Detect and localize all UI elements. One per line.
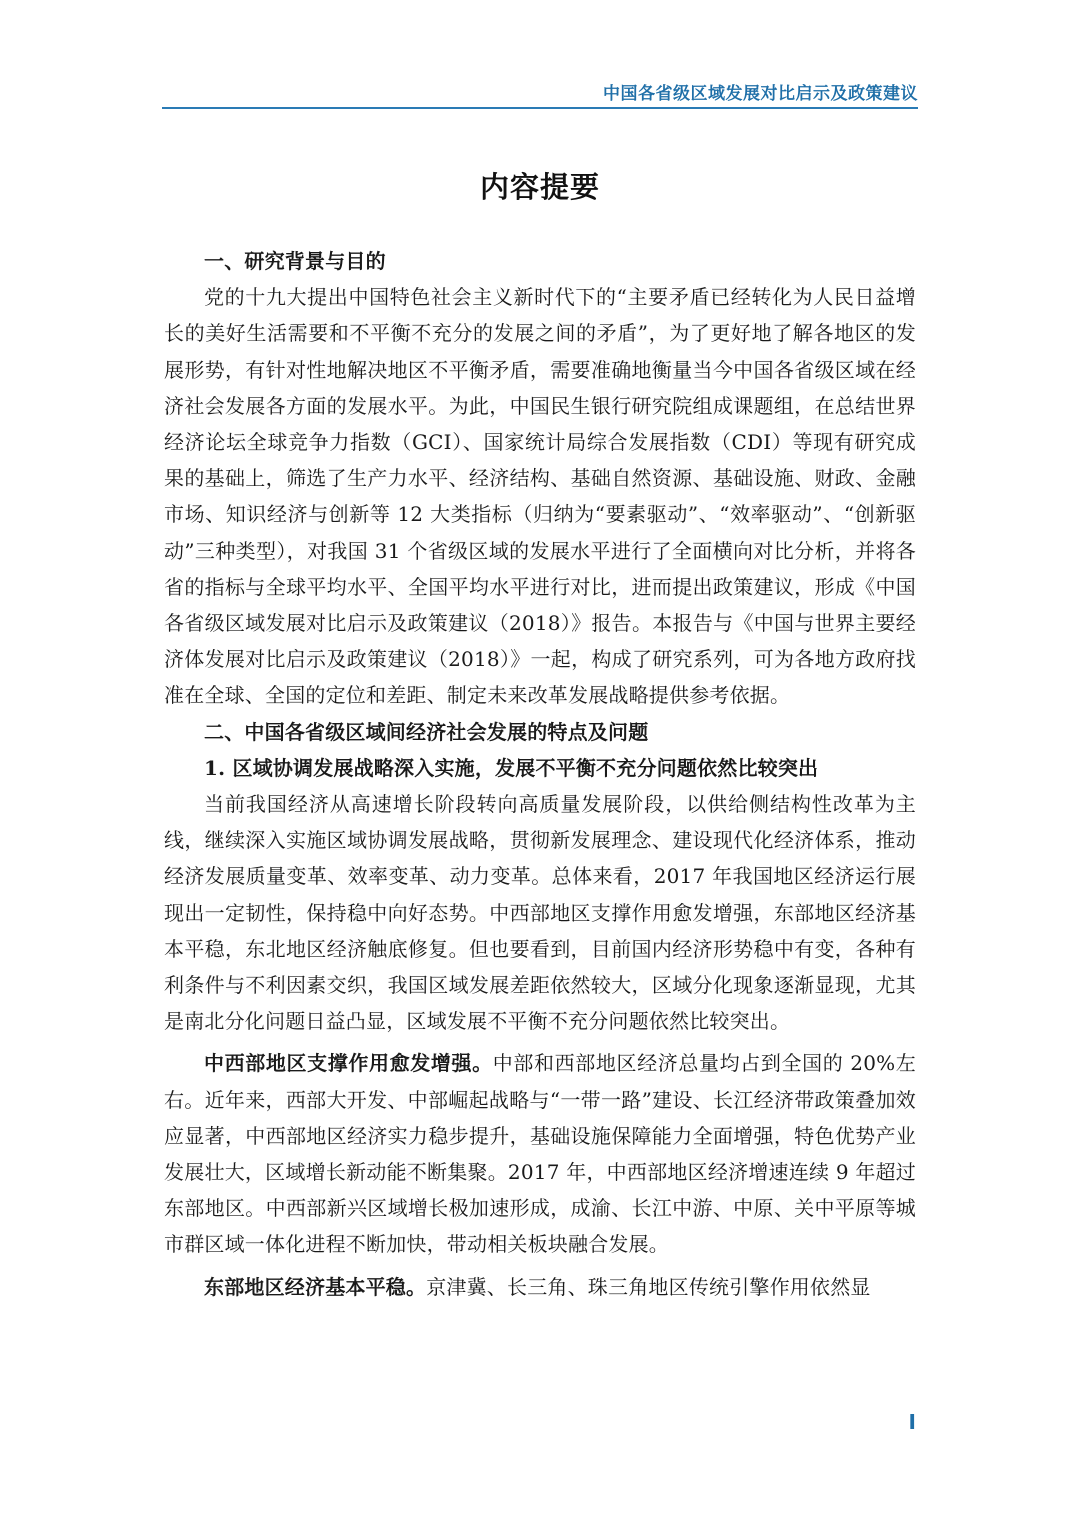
section-heading-characteristics: 二、中国各省级区域间经济社会发展的特点及问题 bbox=[204, 719, 649, 744]
paragraph-lead-central-western: 中西部地区支撑作用愈发增强。 bbox=[204, 1051, 493, 1076]
paragraph-eastern bbox=[164, 1269, 916, 1305]
page-number: I bbox=[908, 1410, 916, 1434]
paragraph-central-western bbox=[164, 1045, 916, 1262]
paragraph-lead-eastern: 东部地区经济基本平稳。 bbox=[204, 1274, 427, 1299]
paragraph-text-eastern: 京津冀、长三角、珠三角地区传统引擎作用依然显 bbox=[426, 1274, 871, 1299]
page-title: 内容提要 bbox=[479, 170, 600, 204]
section-heading-background: 一、研究背景与目的 bbox=[204, 249, 386, 273]
subsection-heading-1: 1. 区域协调发展战略深入实施，发展不平衡不充分问题依然比较突出 bbox=[204, 755, 819, 780]
paragraph-background: 党的十九大提出中国特色社会主义新时代下的“主要矛盾已经转化为人民日益增长的美好生活需要和不平衡不充分的发展之间的矛盾”，为了更好地了解各地区的发展形势，有针对性地解决地区不平衡矛盾，需要准确地衡量当今中国各省级区域在经济社会发展各方面的发展水平。为此，中国民生银行研究院组成课题组，在总结世界经济论坛全球竞争力指数（GCI）、国家统计局综合发展指数（CDI）等现有研究成果的基础上，筛选了生产力水平、经济结构、基础自然资源、基础设施、财政、金融市场、知识经济与创新等 12 大类指标（归纳为“要素驱动”、“效率驱动”、“创新驱动”三种类型），对我国 31 个省级区域的发展水平进行了全面横向对比分析，并将各省的指标与全球平均水平、全国平均水平进行对比，进而提出政策建议，形成《中国各省级区域发展对比启示及政策建议（2018）》报告。本报告与《中国与世界主要经济体发展对比启示及政策建议（2018）》一起，构成了研究系列，可为各地方政府找准在全球、全国的定位和差距、制定未来改革发展战略提供参考依据。 bbox=[164, 285, 916, 708]
running-header-title: 中国各省级区域发展对比启示及政策建议 bbox=[603, 84, 918, 104]
paragraph-overview: 当前我国经济从高速增长阶段转向高质量发展阶段，以供给侧结构性改革为主线，继续深入实施区域协调发展战略，贯彻新发展理念、建设现代化经济体系，推动经济发展质量变革、效率变革、动力变革。总体来看，2017 年我国地区经济运行展现出一定韧性，保持稳中向好态势。中西部地区支撑作用愈发增强，东部地区经济基本平稳，东北地区经济触底修复。但也要看到，目前国内经济形势稳中有变，各种有利条件与不利因素交织，我国区域发展差距依然较大，区域分化现象逐渐显现，尤其是南北分化问题日益凸显，区域发展不平衡不充分问题依然比较突出。 bbox=[164, 792, 916, 1034]
header-divider bbox=[162, 107, 918, 109]
paragraph-text-central-western: 中部和西部地区经济总量均占到全国的 20%左右。近年来，西部大开发、中部崛起战略与“一带一路”建设、长江经济带政策叠加效应显著，中西部地区经济实力稳步提升，基础设施保障能力全面增强，特色优势产业发展壮大，区域增长新动能不断集聚。2017 年，中西部地区经济增速连续 9 年超过东部地区。中西部新兴区域增长极加速形成，成渝、长江中游、中原、关中平原等城市群区域一体化进程不断加快，带动相关板块融合发展。 bbox=[164, 1051, 916, 1257]
document-body bbox=[164, 243, 916, 1305]
